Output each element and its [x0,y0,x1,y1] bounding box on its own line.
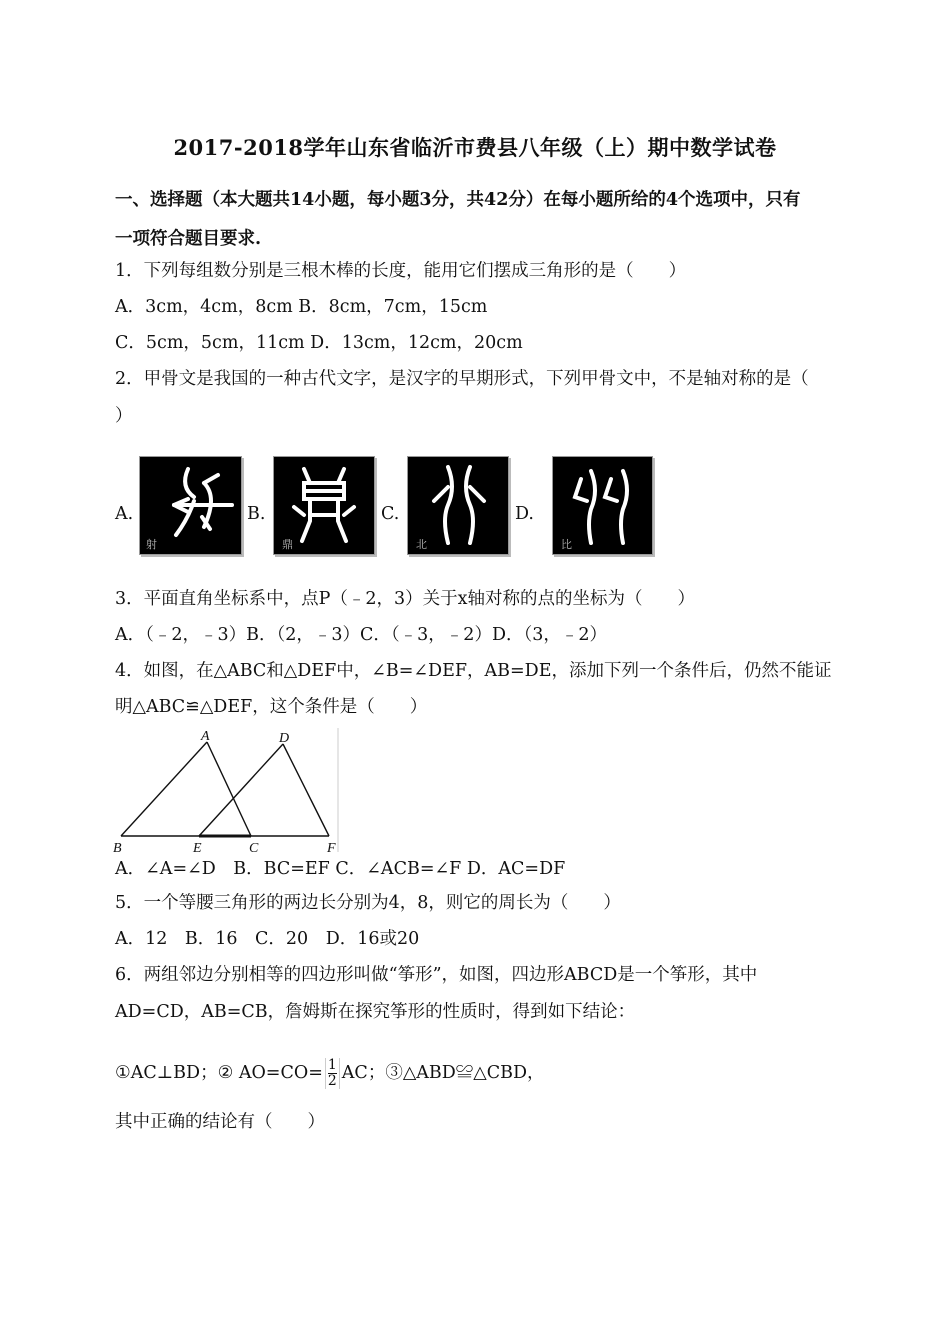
q2-option-c-caption: 北 [416,538,427,551]
section-heading-line1: 一、选择题（本大题共14小题，每小题3分，共42分）在每小题所给的4个选项中，只有 [115,190,801,210]
q6-conclusion-post: AC；③△ABD≌△CBD， [341,1063,545,1083]
q6-conclusion-pre: ①AC⊥BD；② AO=CO= [115,1063,323,1083]
q6-stem-line1: 6．两组邻边分别相等的四边形叫做“筝形”，如图，四边形ABCD是一个筝形，其中 [115,965,758,985]
q2-option-a-oracle-image [139,456,242,555]
q6-fraction-numerator: 1 [327,1057,337,1073]
q2-option-b-oracle-image [273,456,375,555]
q4-label-c: C [249,841,259,856]
q4-label-b: B [113,841,122,856]
q1-options-line1: A．3cm，4cm，8cm B．8cm，7cm，15cm [115,297,488,317]
q6-fraction-denominator: 2 [327,1073,337,1089]
q2-option-d-label: D. [515,504,534,524]
q1-stem: 1．下列每组数分别是三根木棒的长度，能用它们摆成三角形的是（ ） [115,261,687,281]
q2-option-c-label: C. [381,504,400,524]
q4-triangle-figure [113,728,345,860]
section-heading-line2: 一项符合题目要求. [115,229,262,249]
q2-option-b-caption: 鼎 [282,538,293,551]
q6-fraction [325,1058,340,1089]
q6-stem-line2: AD=CD，AB=CB，詹姆斯在探究筝形的性质时，得到如下结论： [115,1002,636,1022]
q4-stem-line2: 明△ABC≌△DEF，这个条件是（ ） [115,697,428,717]
q4-stem-line1: 4．如图，在△ABC和△DEF中，∠B=∠DEF，AB=DE，添加下列一个条件后，仍然不能证 [115,661,832,681]
q4-label-e: E [193,841,202,856]
q3-options: A．（﹣2，﹣3）B．（2，﹣3）C．（﹣3，﹣2）D．（3，﹣2） [115,625,607,645]
page-title: 2017-2018学年山东省临沂市费县八年级（上）期中数学试卷 [173,135,777,160]
q5-options: A．12 B．16 C．20 D．16或20 [115,929,420,949]
q2-option-d-caption: 比 [561,538,572,551]
q4-options: A．∠A=∠D B．BC=EF C．∠ACB=∠F D．AC=DF [115,859,566,879]
q2-option-b-label: B. [247,504,266,524]
q4-label-d: D [279,731,290,746]
q3-stem: 3．平面直角坐标系中，点P（﹣2，3）关于x轴对称的点的坐标为（ ） [115,589,696,609]
q5-stem: 5．一个等腰三角形的两边长分别为4，8，则它的周长为（ ） [115,893,621,913]
q6-tail: 其中正确的结论有（ ） [115,1112,325,1132]
q1-options-line2: C．5cm，5cm，11cm D．13cm，12cm，20cm [115,333,523,353]
q2-option-a-label: A. [115,504,134,524]
q2-option-d-oracle-image [552,456,653,555]
q2-option-a-caption: 射 [146,538,157,551]
q2-option-c-oracle-image [407,456,509,555]
q6-conclusions [115,1056,845,1090]
q4-label-a: A [201,729,210,744]
q4-label-f: F [327,841,336,856]
q2-stem-line2: ） [115,406,133,426]
q2-stem-line1: 2．甲骨文是我国的一种古代文字，是汉字的早期形式，下列甲骨文中，不是轴对称的是（ [115,369,809,389]
